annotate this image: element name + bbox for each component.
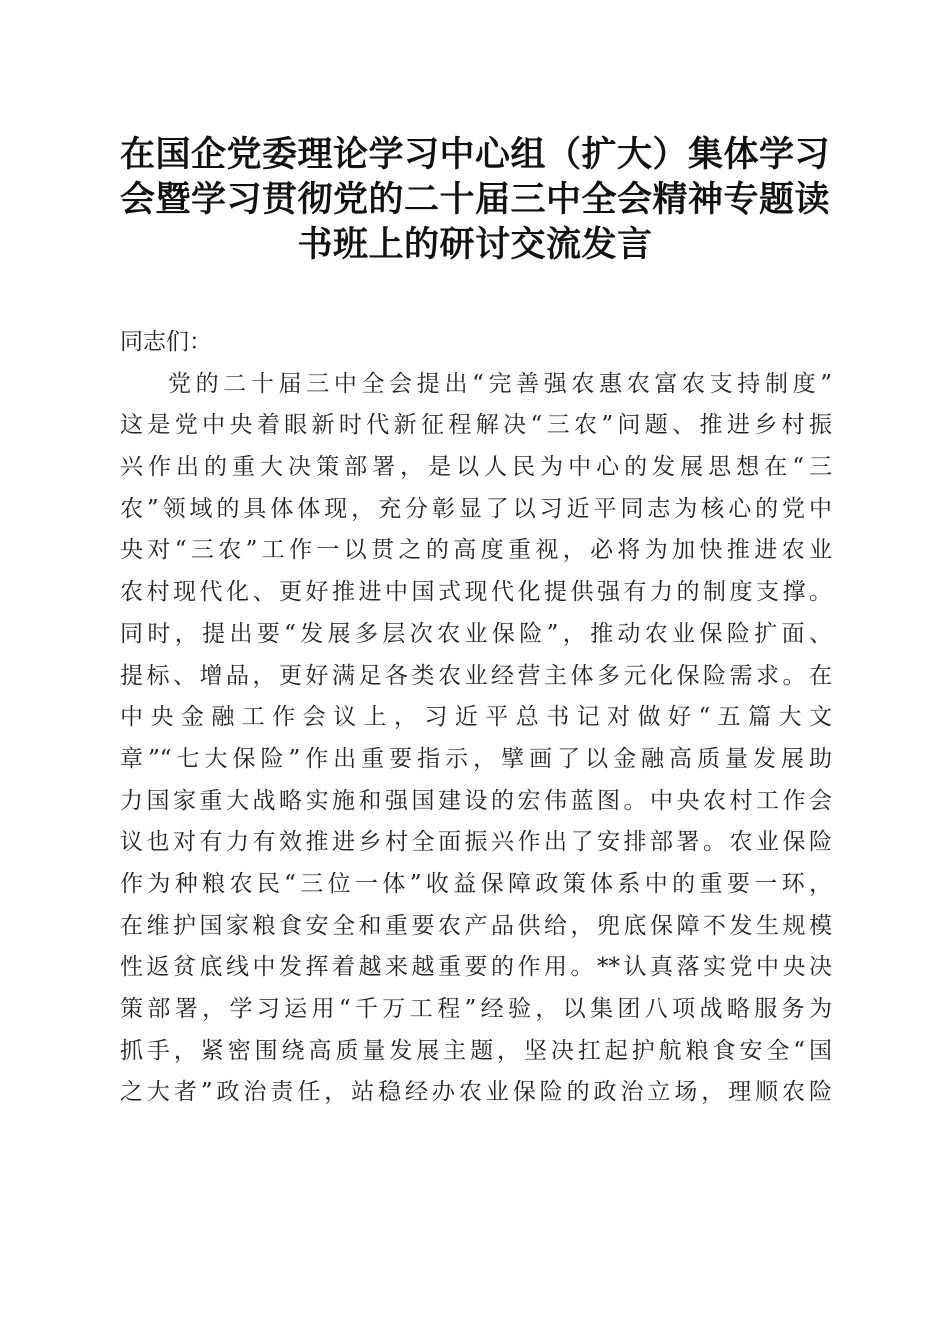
- paragraph-line: 章”“七大保险”作出重要指示，擘画了以金融高质量发展助: [120, 745, 832, 772]
- paragraph-line: 之大者”政治责任，站稳经办农业保险的政治立场，理顺农险: [120, 1079, 832, 1106]
- paragraph-line: 央对“三农”工作一以贯之的高度重视，必将为加快推进农业: [120, 537, 832, 564]
- paragraph-line: 议也对有力有效推进乡村全面振兴作出了安排部署。农业保险: [120, 829, 832, 856]
- paragraph-line: 中央金融工作会议上，习近平总书记对做好“五篇大文: [120, 704, 832, 731]
- paragraph-line: 兴作出的重大决策部署，是以人民为中心的发展思想在“三: [120, 454, 832, 481]
- document-title: [110, 132, 840, 267]
- title-line-1: 在国企党委理论学习中心组（扩大）集体学习: [119, 134, 830, 175]
- paragraph-line: 作为种粮农民“三位一体”收益保障政策体系中的重要一环，: [120, 870, 832, 897]
- paragraph-line: 提标、增品，更好满足各类农业经营主体多元化保险需求。在: [120, 662, 832, 689]
- title-line-2: 会暨学习贯彻党的二十届三中全会精神专题读: [119, 179, 830, 220]
- title-line-3: 书班上的研讨交流发言: [297, 224, 653, 265]
- paragraph-line: 这是党中央着眼新时代新征程解决“三农”问题、推进乡村振: [120, 412, 832, 439]
- paragraph-line: 策部署，学习运用“千万工程”经验，以集团八项战略服务为: [120, 996, 832, 1022]
- paragraph-line: 力国家重大战略实施和强国建设的宏伟蓝图。中央农村工作会: [120, 787, 832, 814]
- paragraph-line: 农村现代化、更好推进中国式现代化提供强有力的制度支撑。: [120, 579, 832, 606]
- paragraph-line: 农”领域的具体体现，充分彰显了以习近平同志为核心的党中: [120, 495, 832, 522]
- paragraph-line: 在维护国家粮食安全和重要农产品供给，兜底保障不发生规模: [120, 912, 832, 939]
- document-body: [120, 322, 832, 1114]
- paragraph-line: 同时，提出要“发展多层次农业保险”，推动农业保险扩面、: [120, 620, 832, 647]
- paragraph-line: 抓手，紧密围绕高质量发展主题，坚决扛起护航粮食安全“国: [120, 1037, 832, 1064]
- paragraph-line: 党的二十届三中全会提出“完善强农惠农富农支持制度”: [168, 370, 832, 397]
- salutation: 同志们：: [120, 329, 212, 355]
- paragraph-line: 性返贫底线中发挥着越来越重要的作用。**认真落实党中央决: [120, 954, 832, 981]
